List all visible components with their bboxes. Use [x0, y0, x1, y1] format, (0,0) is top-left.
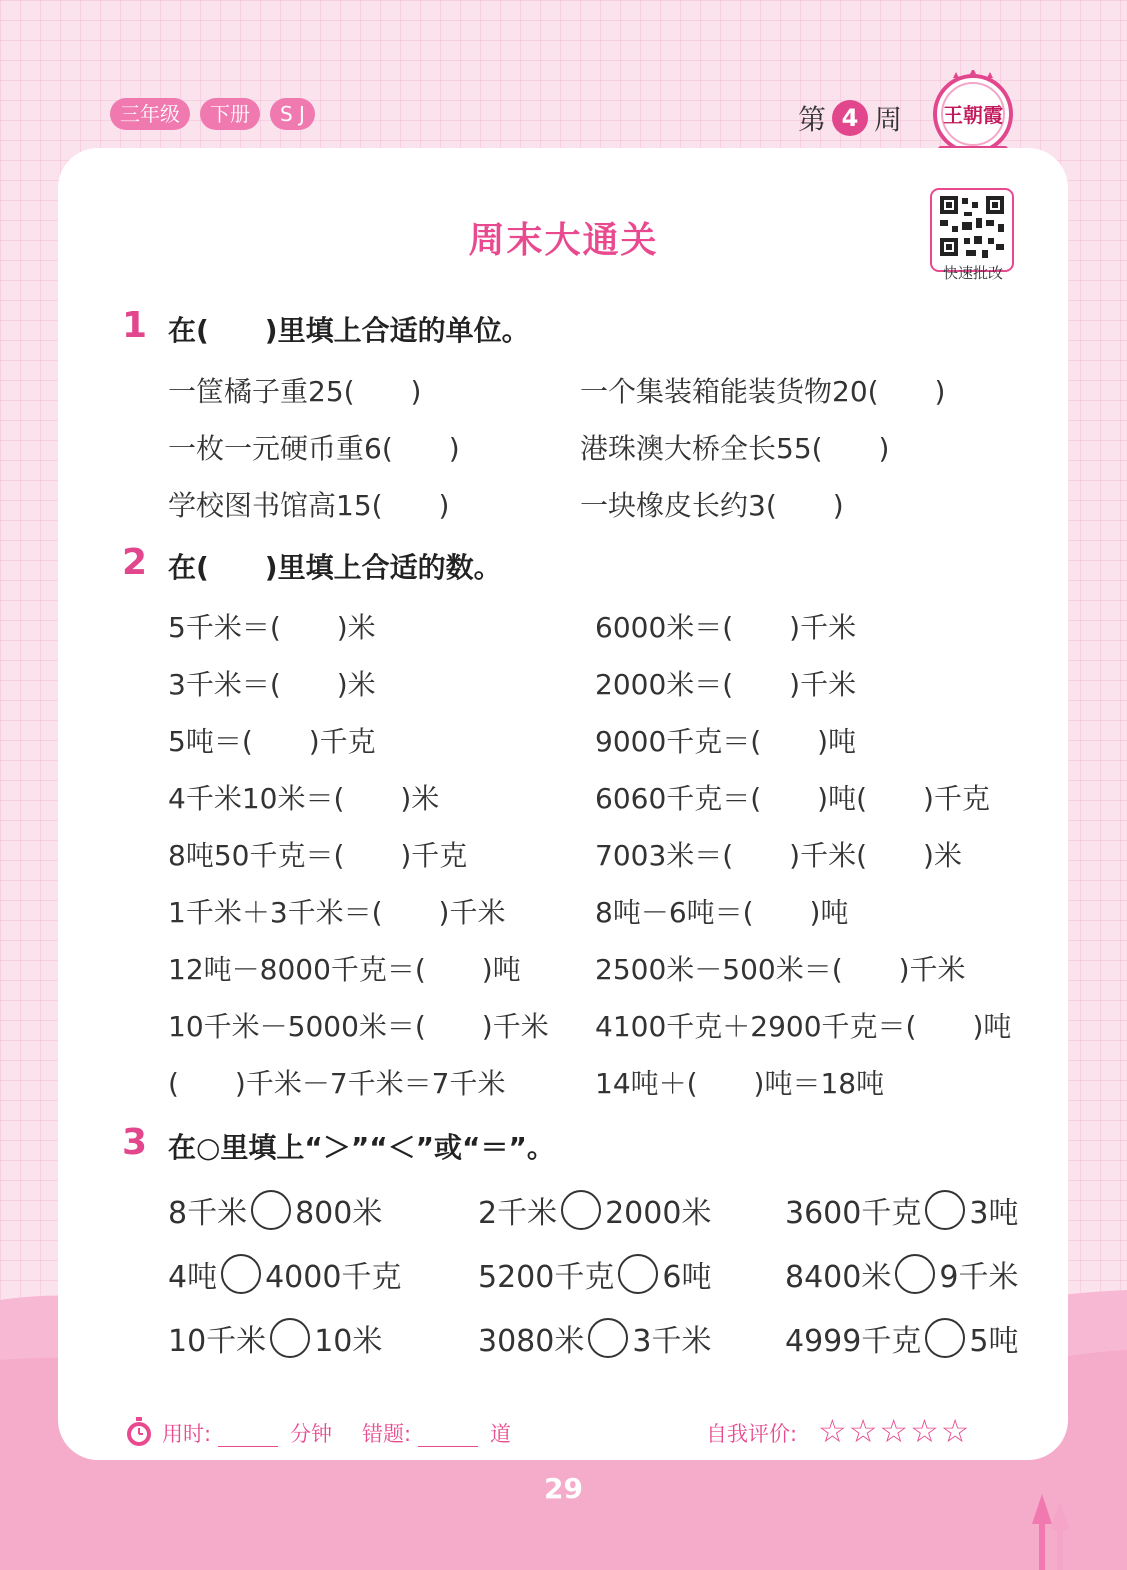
- conversion-item: 2500米－500米＝( )千米: [595, 953, 966, 986]
- conversion-item: 9000千克＝( )吨: [595, 725, 857, 758]
- comparison-right: 9千米: [939, 1260, 1019, 1295]
- arrows-decoration-icon: [1028, 1490, 1078, 1570]
- section-3-title: 在○里填上“＞”“＜”或“＝”。: [168, 1131, 555, 1164]
- unit-item: 一筐橘子重25( ): [168, 375, 422, 408]
- volume-tag: 下册: [200, 98, 260, 130]
- qr-label: 快速批改: [942, 264, 1003, 282]
- conversion-item: 6060千克＝( )吨( )千克: [595, 782, 990, 815]
- conversion-item: ( )千米－7千米＝7千米: [168, 1067, 506, 1100]
- time-label: 用时:: [162, 1422, 212, 1446]
- comparison-left: 10千米: [168, 1324, 267, 1359]
- comparison-item: [478, 1252, 711, 1296]
- rating-label: 自我评价:: [706, 1422, 798, 1446]
- answer-circle[interactable]: [925, 1318, 965, 1358]
- time-blank[interactable]: [218, 1424, 278, 1447]
- section-1-title: 在( )里填上合适的单位。: [168, 314, 530, 347]
- comparison-right: 2000米: [605, 1196, 712, 1231]
- week-number: 4: [832, 100, 868, 136]
- comparison-left: 8400米: [785, 1260, 892, 1295]
- page-number: 29: [544, 1472, 583, 1505]
- comparison-left: 3600千克: [785, 1196, 922, 1231]
- answer-circle[interactable]: [618, 1254, 658, 1294]
- comparison-right: 3吨: [969, 1196, 1019, 1231]
- answer-circle[interactable]: [588, 1318, 628, 1358]
- section-2-title: 在( )里填上合适的数。: [168, 551, 502, 584]
- conversion-item: 5吨＝( )千克: [168, 725, 376, 758]
- answer-circle[interactable]: [251, 1190, 291, 1230]
- comparison-item: [168, 1316, 382, 1360]
- unit-item: 学校图书馆高15( ): [168, 489, 450, 522]
- comparison-item: [168, 1188, 382, 1232]
- comparison-left: 3080米: [478, 1324, 585, 1359]
- answer-circle[interactable]: [895, 1254, 935, 1294]
- comparison-left: 4吨: [168, 1260, 218, 1295]
- conversion-item: 2000米＝( )千米: [595, 668, 857, 701]
- answer-circle[interactable]: [221, 1254, 261, 1294]
- unit-item: 港珠澳大桥全长55( ): [580, 432, 890, 465]
- time-unit: 分钟: [290, 1422, 332, 1446]
- comparison-left: 5200千克: [478, 1260, 615, 1295]
- comparison-left: 4999千克: [785, 1324, 922, 1359]
- comparison-left: 2千米: [478, 1196, 558, 1231]
- conversion-item: 12吨－8000千克＝( )吨: [168, 953, 521, 986]
- conversion-item: 10千米－5000米＝( )千米: [168, 1010, 549, 1043]
- svg-text:王朝霞: 王朝霞: [943, 103, 1003, 127]
- conversion-item: 1千米＋3千米＝( )千米: [168, 896, 506, 929]
- conversion-item: 6000米＝( )千米: [595, 611, 857, 644]
- answer-circle[interactable]: [561, 1190, 601, 1230]
- errors-unit: 道: [490, 1422, 511, 1446]
- comparison-right: 800米: [295, 1196, 383, 1231]
- comparison-item: [478, 1316, 711, 1360]
- comparison-item: [478, 1188, 711, 1232]
- week-suffix: 周: [874, 103, 903, 136]
- grade-tags: [110, 98, 315, 130]
- section-2-number: 2: [122, 542, 148, 583]
- conversion-item: 4千米10米＝( )米: [168, 782, 440, 815]
- conversion-item: 14吨＋( )吨＝18吨: [595, 1067, 885, 1100]
- comparison-item: [785, 1252, 1018, 1296]
- errors-blank[interactable]: [418, 1424, 478, 1447]
- week-prefix: 第: [798, 103, 827, 136]
- rating-stars[interactable]: ☆☆☆☆☆: [818, 1412, 972, 1450]
- comparison-right: 4000千克: [265, 1260, 402, 1295]
- conversion-item: 8吨－6吨＝( )吨: [595, 896, 849, 929]
- conversion-item: 4100千克＋2900千克＝( )吨: [595, 1010, 1012, 1043]
- grade-tag: 三年级: [110, 98, 190, 130]
- conversion-item: 5千米＝( )米: [168, 611, 376, 644]
- unit-item: 一枚一元硬币重6( ): [168, 432, 460, 465]
- comparison-right: 6吨: [662, 1260, 712, 1295]
- errors-label: 错题:: [362, 1422, 412, 1446]
- page-title: 周末大通关: [468, 220, 659, 261]
- comparison-right: 3千米: [632, 1324, 712, 1359]
- comparison-left: 8千米: [168, 1196, 248, 1231]
- comparison-item: [785, 1188, 1018, 1232]
- answer-circle[interactable]: [925, 1190, 965, 1230]
- conversion-item: 8吨50千克＝( )千克: [168, 839, 468, 872]
- comparison-item: [785, 1316, 1018, 1360]
- comparison-right: 5吨: [969, 1324, 1019, 1359]
- edition-tag: S J: [270, 98, 315, 130]
- stopwatch-icon: [124, 1416, 154, 1448]
- conversion-item: 7003米＝( )千米( )米: [595, 839, 962, 872]
- section-1-number: 1: [122, 305, 148, 346]
- week-indicator: [798, 98, 902, 138]
- unit-item: 一块橡皮长约3( ): [580, 489, 844, 522]
- unit-item: 一个集装箱能装货物20( ): [580, 375, 946, 408]
- conversion-item: 3千米＝( )米: [168, 668, 376, 701]
- section-3-number: 3: [122, 1122, 148, 1163]
- comparison-item: [168, 1252, 401, 1296]
- comparison-right: 10米: [314, 1324, 383, 1359]
- answer-circle[interactable]: [270, 1318, 310, 1358]
